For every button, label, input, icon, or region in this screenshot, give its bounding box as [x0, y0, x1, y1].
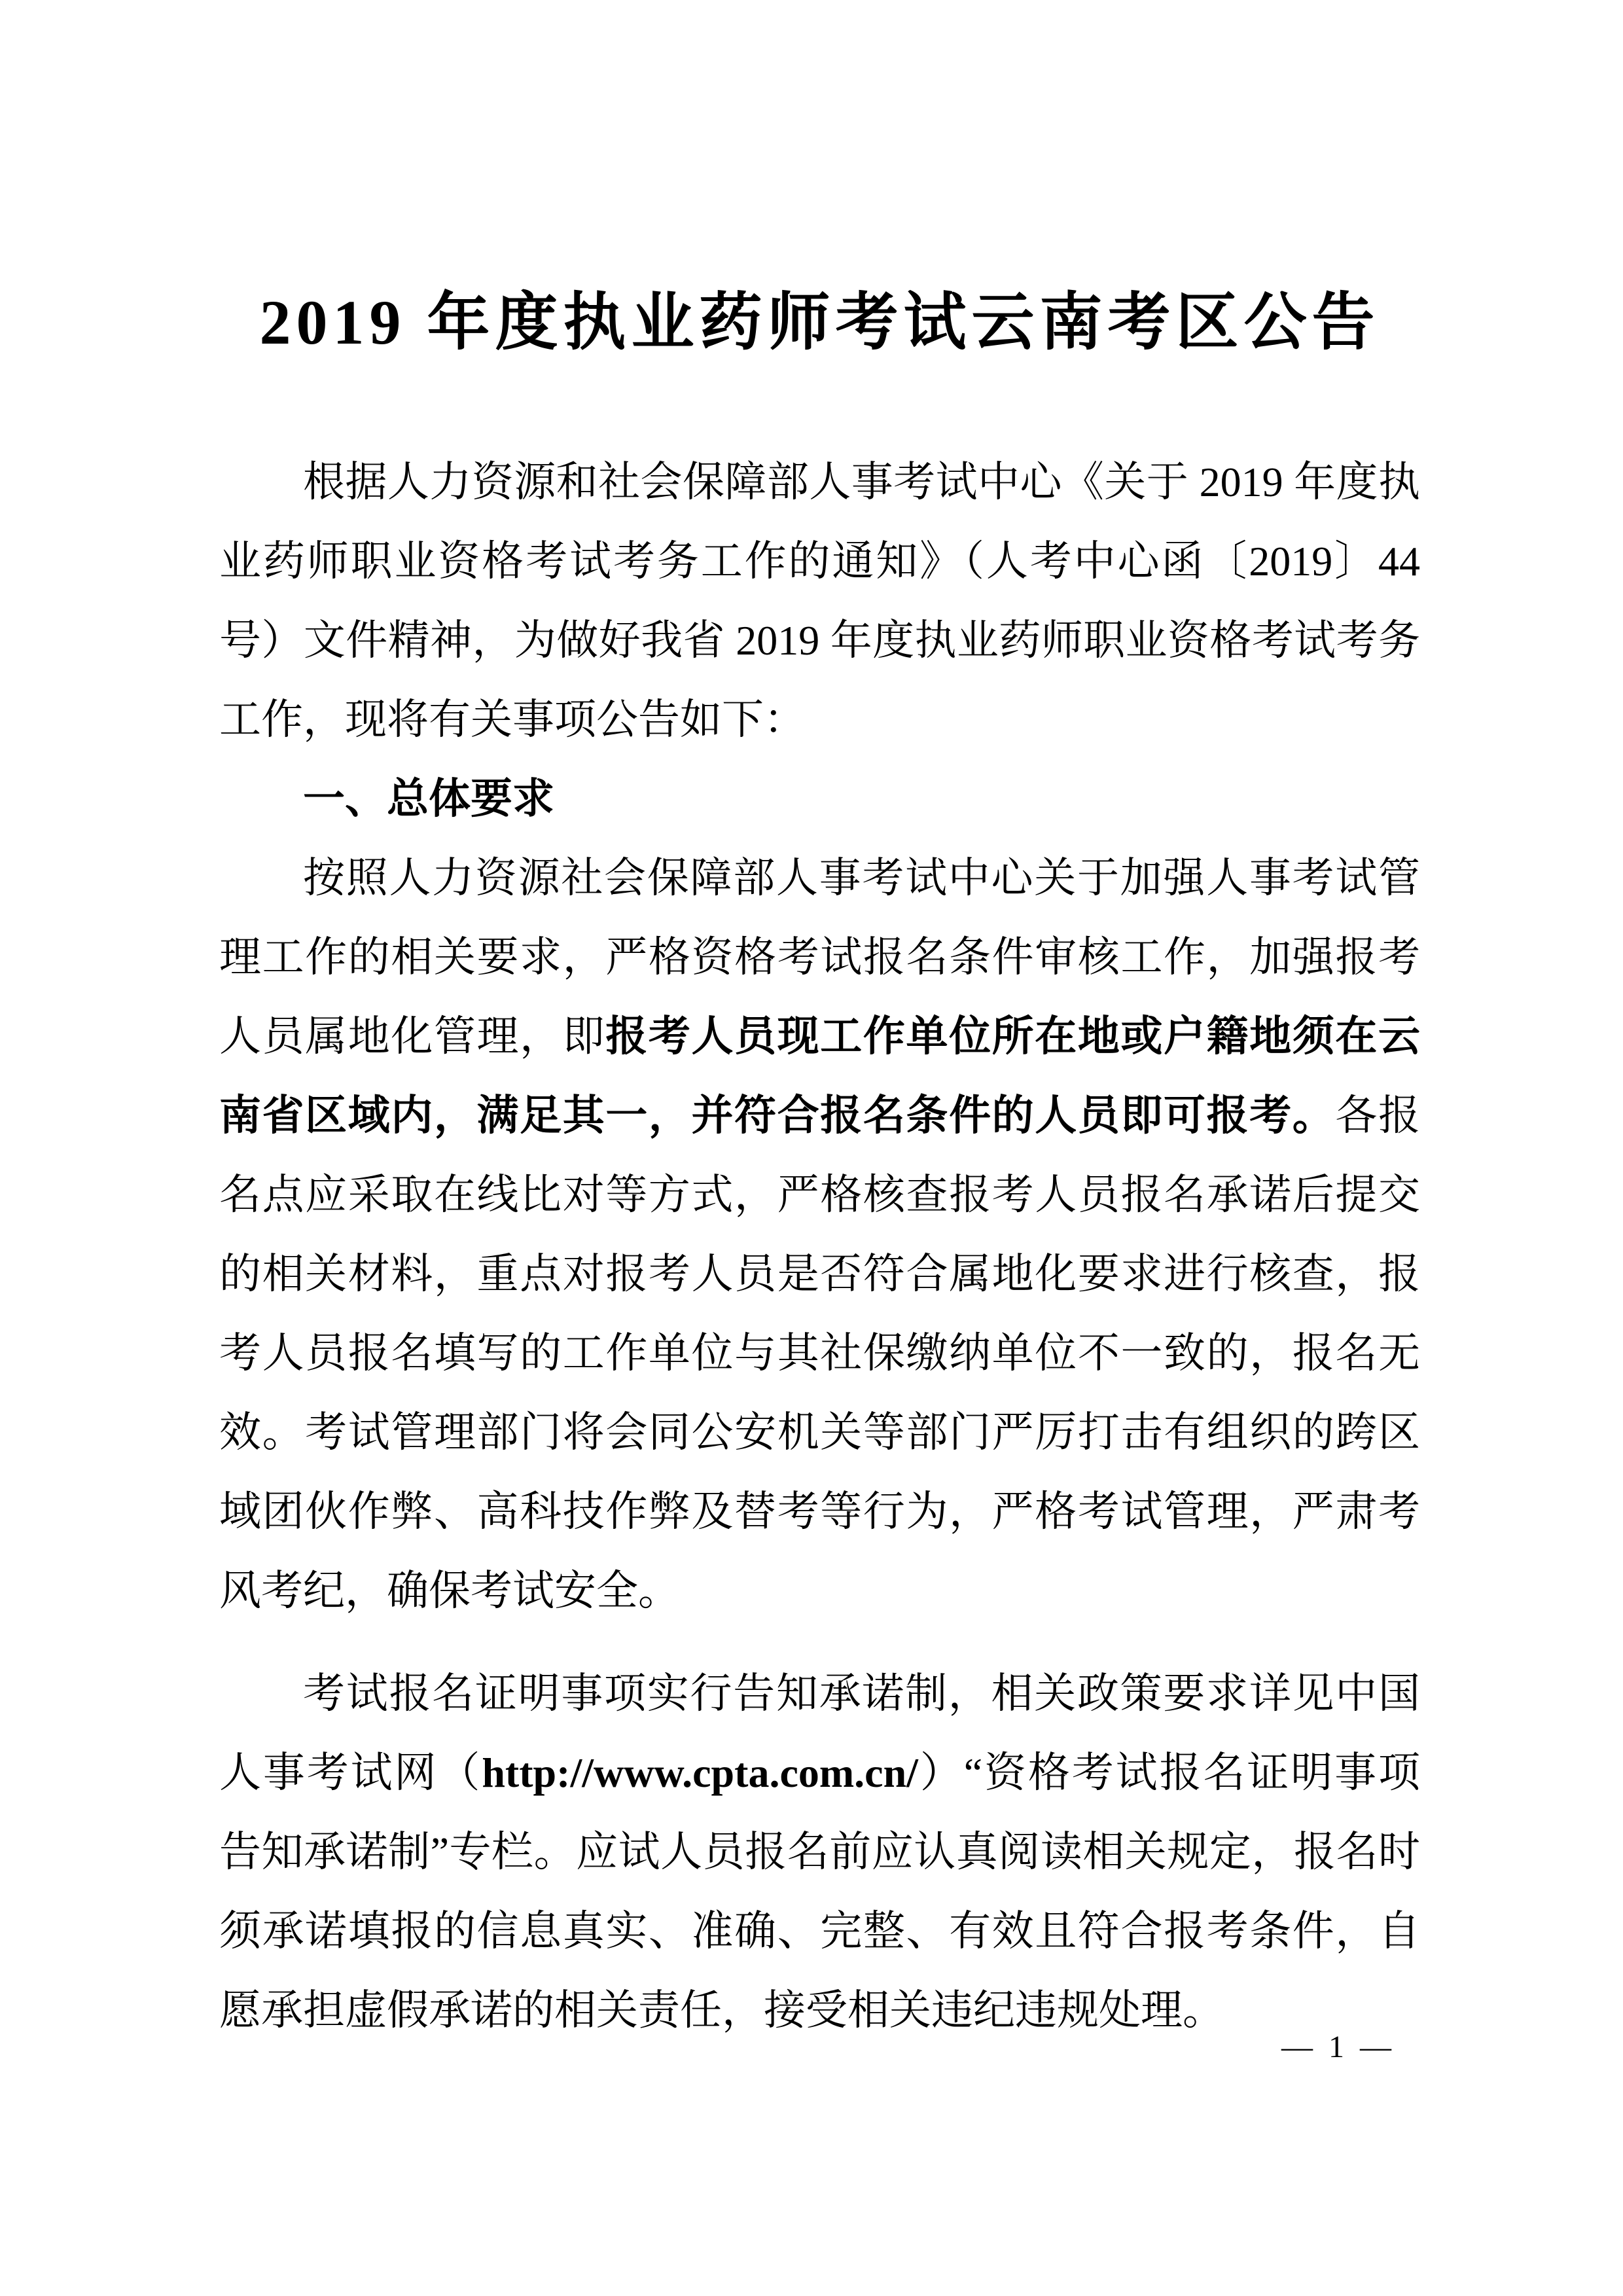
- paragraph: [219, 442, 1420, 759]
- emphasized-text: 报考人员现工作单位所在地或户籍地须在云南省区域内，满足其一，并符合报名条件的人员即可报考。: [219, 1013, 1421, 1139]
- body-text: 各报名点应采取在线比对等方式，严格核查报考人员报名承诺后提交的相关材料，重点对报考人员是否符合属地化要求进行核查，报考人员报名填写的工作单位与其社保缴纳单位不一致的，报名无效。考试管理部门将会同公安机关等部门严厉打击有组织的跨区域团伙作弊、高科技作弊及替考等行为，严格考试管理，严肃考风考纪，确保考试安全。: [219, 1092, 1420, 1615]
- body-text: 根据人力资源和社会保障部人事考试中心《关于 2019 年度执业药师职业资格考试考务工作的通知》（人考中心函〔2019〕44 号）文件精神，为做好我省 2019 年度执业药师职业资格考试考务工作，现将有关事项公告如下：: [219, 459, 1420, 744]
- document-title: 2019 年度执业药师考试云南考区公告: [259, 287, 1380, 357]
- url-text: http://www.cpta.com.cn/: [482, 1749, 918, 1797]
- paragraph: [219, 1654, 1420, 2050]
- document-content: [219, 0, 1420, 2050]
- body-text: ）“资格考试报名证明事项告知承诺制”专栏。应试人员报名前应认真阅读相关规定，报名时须承诺填报的信息真实、准确、完整、有效且符合报考条件，自愿承担虚假承诺的相关责任，接受相关违纪违规处理。: [219, 1749, 1421, 2034]
- document-body: [219, 442, 1420, 2050]
- section-heading: [219, 759, 1420, 838]
- body-text: 按照人力资源社会保障部人事考试中心关于加强人事考试管理工作的相关要求，严格资格考试报名条件审核工作，加强报考人员属地化管理，即: [219, 855, 1420, 1060]
- paragraph: [219, 838, 1420, 1630]
- page-number: — 1 —: [1281, 2030, 1395, 2064]
- body-text: 考试报名证明事项实行告知承诺制，相关政策要求详见中国人事考试网（: [219, 1670, 1420, 1797]
- emphasized-text: 一、总体要求: [303, 775, 554, 823]
